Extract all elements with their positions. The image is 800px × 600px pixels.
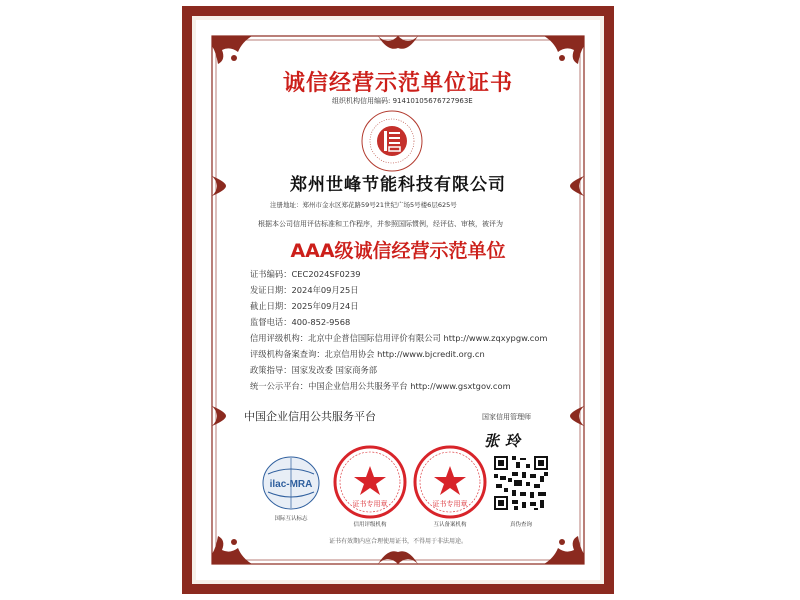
org-code-line: 组织机构信用编码: 91410105676727963E <box>332 97 473 105</box>
certificate-frame <box>182 6 614 594</box>
policy-guidance: 政策指导：国家发改委 国家商务部 <box>250 365 378 375</box>
public-platform: 统一公示平台：中国企业信用公共服务平台 http://www.gsxtgov.com <box>250 381 511 391</box>
ilac-caption: 国际互认标志 <box>274 516 308 522</box>
certificate-number: 证书编码：CEC2024SF0239 <box>250 269 361 279</box>
ilac-mra-logo-icon <box>260 454 322 512</box>
filing-agency-seal-icon <box>412 444 488 520</box>
registered-address: 注册地址：郑州市金水区郑花路59号21世纪广场5号楼6层625号 <box>270 201 457 209</box>
issue-date: 发证日期：2024年09月25日 <box>250 285 359 295</box>
certificate-title: 诚信经营示范单位证书 <box>282 71 513 96</box>
seal1-caption: 信用评级机构 <box>353 522 387 528</box>
credit-grade: AAA级诚信经营示范单位 <box>290 240 506 262</box>
rating-agency-seal-icon <box>332 444 408 520</box>
seal2-caption: 互认备案机构 <box>433 522 467 528</box>
footer-note: 证书有效期内应合理使用证书，不得用于非法用途。 <box>328 538 467 545</box>
credit-emblem-icon <box>360 109 424 173</box>
company-name: 郑州世峰节能科技有限公司 <box>290 175 506 195</box>
manager-label: 国家信用管理师 <box>482 413 531 421</box>
svg-text:证书专用章: 证书专用章 <box>352 500 388 508</box>
supervision-phone: 监督电话：400-852-9568 <box>250 317 351 327</box>
qr-caption: 真伪查询 <box>509 522 532 528</box>
manager-signature: 张玲 <box>484 432 527 450</box>
qr-code-icon <box>492 454 550 512</box>
agency-filing: 评级机构备案查询：北京信用协会 http://www.bjcredit.org.cn <box>250 349 485 359</box>
svg-text:ilac-MRA: ilac-MRA <box>269 479 313 490</box>
rating-agency: 信用评级机构：北京中企普信国际信用评价有限公司 http://www.zqxypgw.com <box>250 333 548 343</box>
svg-text:证书专用章: 证书专用章 <box>432 500 468 508</box>
platform-name: 中国企业信用公共服务平台 <box>244 410 376 423</box>
expiry-date: 截止日期：2025年09月24日 <box>250 301 359 311</box>
evaluation-intro: 根据本公司信用评估标准和工作程序，并参照国际惯例，经评估、审核，被评为 <box>258 220 503 228</box>
